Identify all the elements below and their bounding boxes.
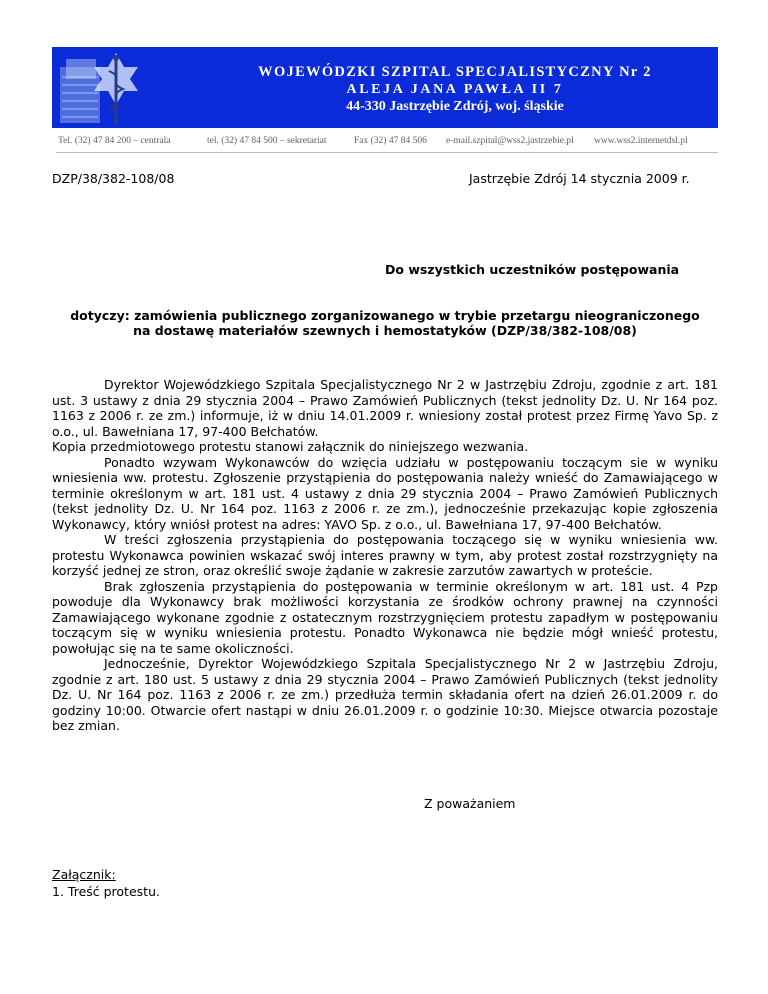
attachments-section	[52, 866, 160, 900]
hospital-name-block	[202, 64, 708, 116]
subject-line-2: na dostawę materiałów szewnych i hemostatyków (DZP/38/382-108/08)	[133, 323, 637, 338]
paragraph-protest-info: Dyrektor Wojewódzkiego Szpitala Specjalistycznego Nr 2 w Jastrzębiu Zdroju, zgodnie z art. 181 ust. 3 ustawy z dnia 29 stycznia 2004 – Prawo Zamówień Publicznych (tekst jednolity Dz. U. Nr 164 poz. 1163 z 2006 r. ze zm.) informuje, iż w dniu 14.01.2009 r. wniesiony został protest przez Firmę Yavo Sp. z o.o., ul. Bawełniana 17, 97-400 Bełchatów.	[52, 377, 718, 439]
email-address[interactable]: e-mail.szpital@wss2.jastrzebie.pl	[446, 136, 574, 146]
attachment-label: Załącznik:	[52, 867, 116, 882]
closing-salutation: Z poważaniem	[424, 796, 516, 811]
contact-bar	[56, 136, 718, 153]
paragraph-submission-content: W treści zgłoszenia przystąpienia do postępowania toczącego się w wyniku wniesienia ww. protestu Wykonawca powinien wskazać swój interes prawny w tym, aby protest został rozstrzygnięty na korzyść jednej ze stron, oraz określić swoje żądanie w zakresie zarzutów zawartych w proteście.	[52, 532, 718, 578]
phone-central: Tel. (32) 47 84 200 – centrala	[58, 136, 171, 146]
document-reference: DZP/38/382-108/08	[52, 171, 175, 186]
hospital-city: 44-330 Jastrzębie Zdrój, woj. śląskie	[346, 99, 564, 114]
paragraph-copy-note: Kopia przedmiotowego protestu stanowi załącznik do niniejszego wezwania.	[52, 439, 529, 454]
website-address[interactable]: www.wss2.internetdsl.pl	[594, 136, 688, 146]
hospital-name: WOJEWÓDZKI SZPITAL SPECJALISTYCZNY Nr 2	[258, 64, 652, 80]
letter-body	[52, 377, 718, 734]
paragraph-consequences: Brak zgłoszenia przystąpienia do postępowania w terminie określonym w art. 181 ust. 4 Pzp powoduje dla Wykonawcy brak możliwości korzystania ze środków ochrony prawnej na czynności Zamawiającego wykonane zgodnie z ostatecznym rozstrzygnięciem protestu zapadłym w postępowaniu toczącym się w wyniku wniesienia protestu. Ponadto Wykonawca nie będzie mógł wnieść protestu, powołując się na te same okoliczności.	[52, 578, 718, 656]
phone-secretariat: tel. (32) 47 84 500 – sekretariat	[207, 136, 327, 146]
hospital-header-banner	[52, 47, 718, 128]
addressee: Do wszystkich uczestników postępowania	[385, 262, 680, 277]
hospital-street: ALEJA JANA PAWŁA II 7	[346, 82, 564, 97]
subject-line-1: dotyczy: zamówienia publicznego zorganizowanego w trybie przetargu nieograniczonego	[70, 308, 700, 323]
attachment-item: 1. Treść protestu.	[52, 884, 160, 899]
paragraph-summons: Ponadto wzywam Wykonawców do wzięcia udziału w postępowaniu toczącym sie w wyniku wniesienia ww. protestu. Zgłoszenie przystąpienia do postępowania należy wnieść do Zamawiającego w terminie określonym w art. 181 ust. 4 ustawy z dnia 29 stycznia 2004 – Prawo Zamówień Publicznych (tekst jednolity Dz. U. Nr 164 poz. 1163 z 2006 r. ze zm.), jednocześnie przekazując kopie zgłoszenia Wykonawcy, który wniósł protest na adres: YAVO Sp. z o.o., ul. Bawełniana 17, 97-400 Bełchatów.	[52, 454, 718, 532]
place-and-date: Jastrzębie Zdrój 14 stycznia 2009 r.	[469, 171, 690, 186]
hospital-logo-icon	[56, 49, 148, 127]
paragraph-deadline-extension: Jednocześnie, Dyrektor Wojewódzkiego Szpitala Specjalistycznego Nr 2 w Jastrzębiu Zdroju, zgodnie z art. 180 ust. 5 ustawy z dnia 29 stycznia 2004 – Prawo Zamówień Publicznych (tekst jednolity Dz. U. Nr 164 poz. 1163 z 2006 r. ze zm.) przedłuża termin składania ofert na dzień 26.01.2009 r. do godziny 10:00. Otwarcie ofert nastąpi w dniu 26.01.2009 r. o godzinie 10:30. Miejsce otwarcia pozostaje bez zmian.	[52, 656, 718, 733]
fax-number: Fax (32) 47 84 506	[354, 136, 427, 146]
